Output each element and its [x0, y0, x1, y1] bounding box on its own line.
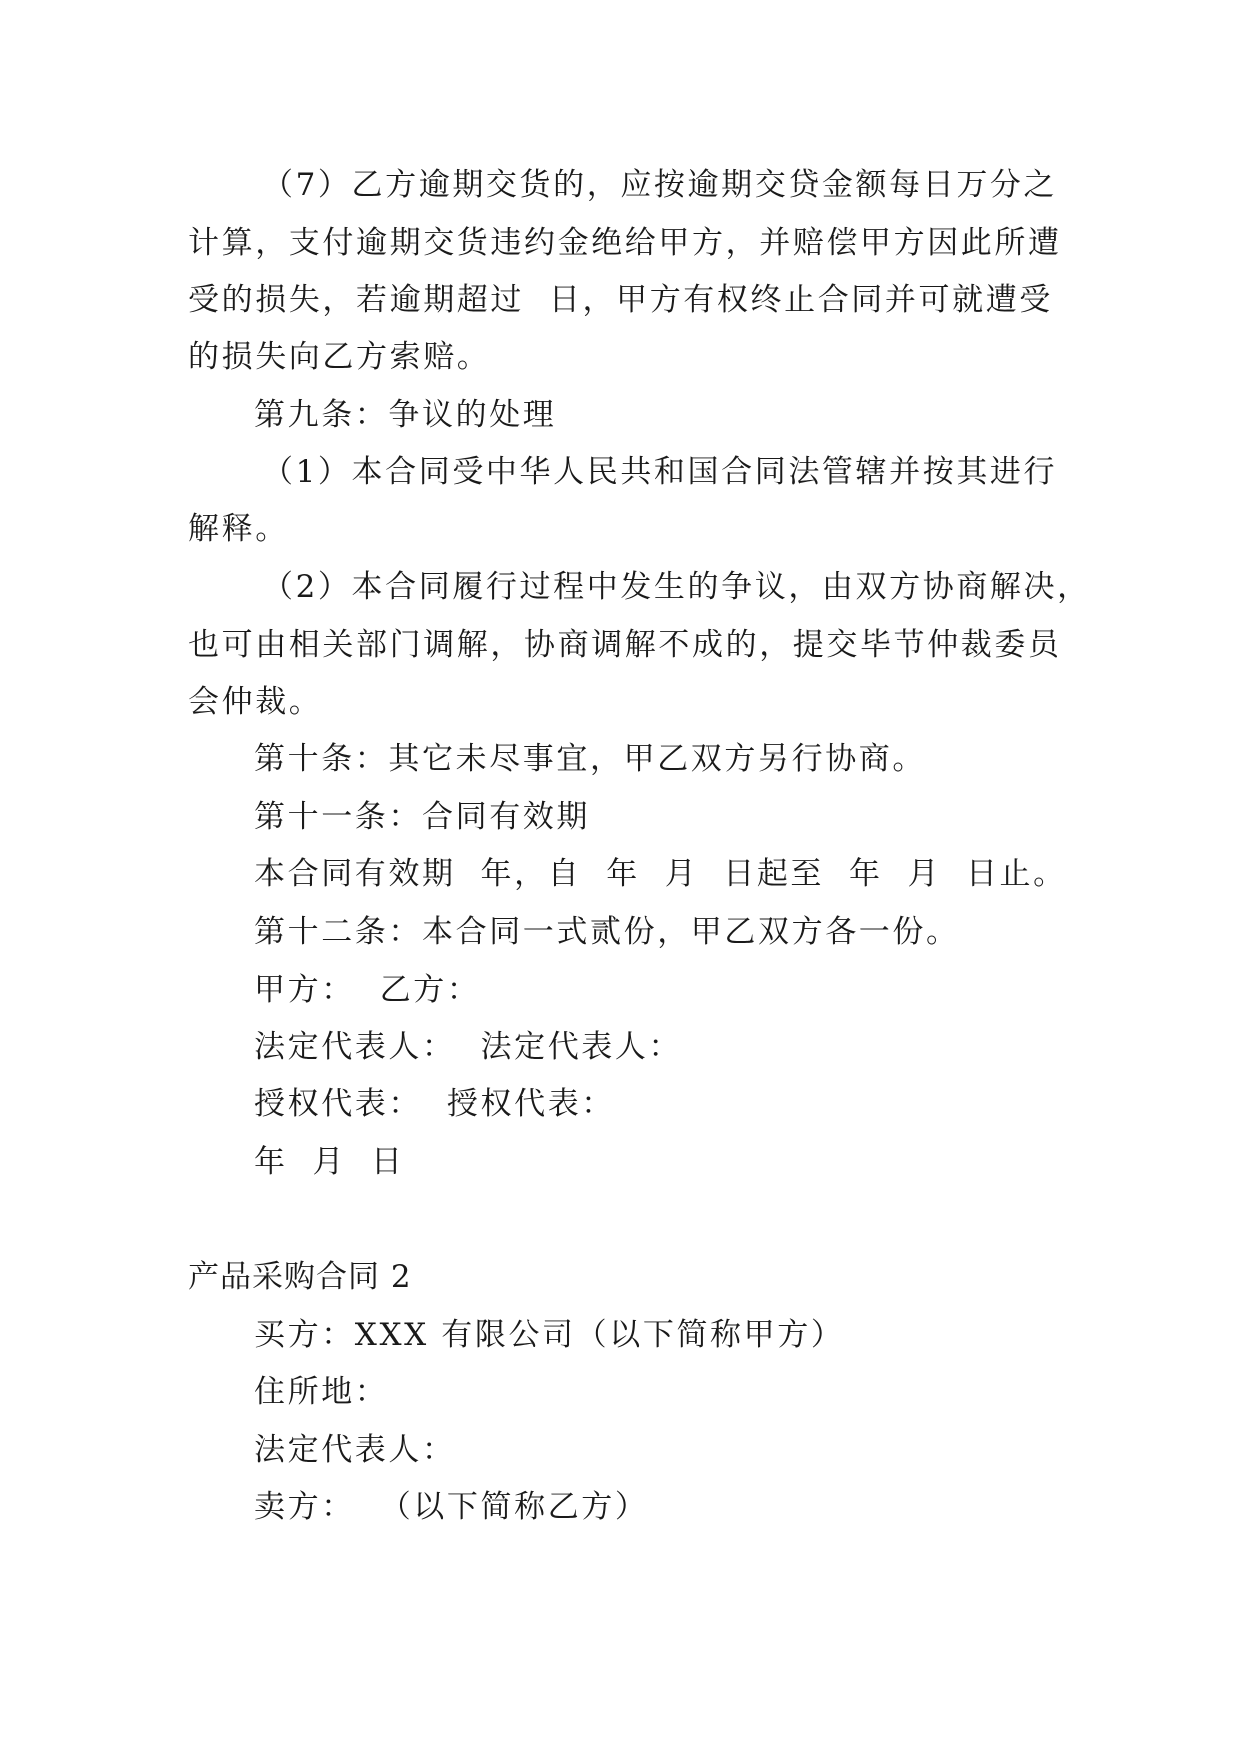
clause-7-line-3: 受的损失，若逾期超过 日，甲方有权终止合同并可就遭受 [188, 282, 1053, 318]
contract-2-buyer: 买方：XXX 有限公司（以下简称甲方） [254, 1317, 845, 1353]
contract-2-title: 产品采购合同 2 [188, 1259, 412, 1295]
article-9-item-2-line-3: 会仲裁。 [188, 684, 323, 720]
article-9-item-2-line-1: （2）本合同履行过程中发生的争议，由双方协商解决， [262, 569, 1091, 605]
signature-legal-representatives: 法定代表人： 法定代表人： [254, 1029, 683, 1065]
article-9-item-1-line-1: （1）本合同受中华人民共和国合同法管辖并按其进行 [262, 454, 1058, 490]
contract-2-address: 住所地： [254, 1374, 389, 1410]
article-9-item-1-line-2: 解释。 [188, 511, 289, 547]
clause-7-line-2: 计算，支付逾期交货违约金绝给甲方，并赔偿甲方因此所遭 [188, 225, 1062, 261]
article-9-heading: 第九条：争议的处理 [254, 397, 557, 433]
clause-7-line-4: 的损失向乙方索赔。 [188, 339, 491, 375]
article-12: 第十二条：本合同一式贰份，甲乙双方各一份。 [254, 914, 960, 950]
signature-authorized-representatives: 授权代表： 授权代表： [254, 1086, 615, 1122]
contract-2-seller: 卖方： （以下简称乙方） [254, 1489, 649, 1525]
signature-parties: 甲方： 乙方： [254, 972, 481, 1008]
article-11-heading: 第十一条：合同有效期 [254, 799, 590, 835]
signature-date: 年 月 日 [254, 1144, 405, 1180]
article-11-term: 本合同有效期 年，自 年 月 日起至 年 月 日止。 [254, 856, 1067, 892]
contract-2-legal-representative: 法定代表人： [254, 1432, 456, 1468]
clause-7-line-1: （7）乙方逾期交货的，应按逾期交贷金额每日万分之 [262, 167, 1058, 203]
article-9-item-2-line-2: 也可由相关部门调解，协商调解不成的，提交毕节仲裁委员 [188, 627, 1062, 663]
article-10: 第十条：其它未尽事宜，甲乙双方另行协商。 [254, 741, 926, 777]
